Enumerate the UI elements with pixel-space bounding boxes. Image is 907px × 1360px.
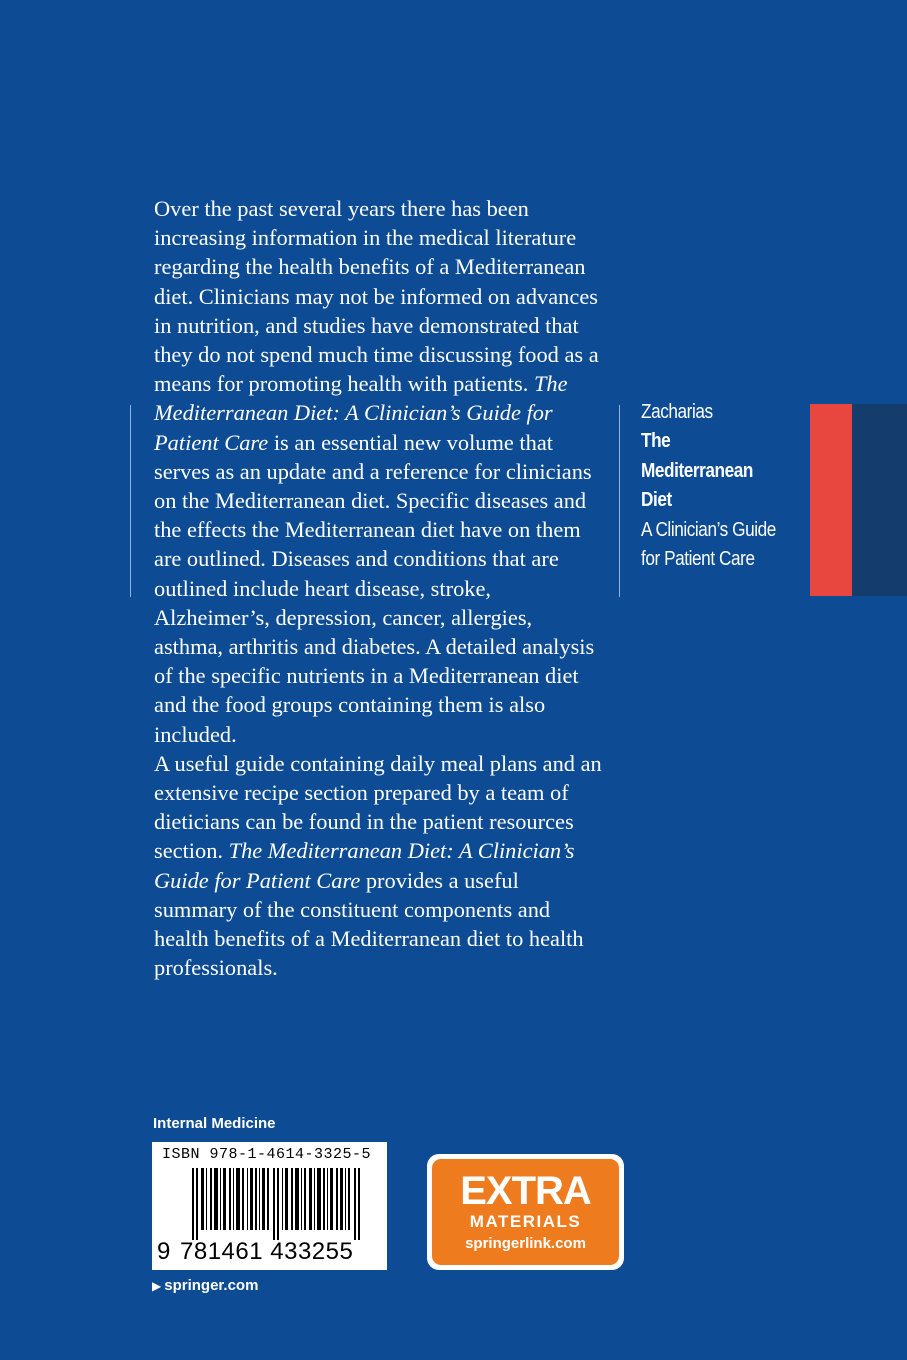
blurb-text-4: provides a useful summary of the constituent components and health benefits of a Mediterranean diet to health professionals. bbox=[154, 867, 584, 981]
springerlink-url: springerlink.com bbox=[465, 1235, 586, 1252]
extra-materials-badge-inner bbox=[432, 1159, 619, 1265]
book-title-line-1: The bbox=[641, 430, 671, 453]
book-subtitle-line-1: A Clinician’s Guide bbox=[641, 518, 776, 541]
spine-info bbox=[641, 398, 783, 574]
back-cover-blurb bbox=[154, 194, 602, 982]
blurb-text-1: Over the past several years there has been increasing information in the medical literature regarding the health benefits of a Mediterranean diet. Clinicians may not be informed on advances in nutrition, and studies have demonstrated that they do not spend much time discussing food as a means for promoting health with patients. bbox=[154, 196, 599, 397]
barcode-bars bbox=[192, 1168, 362, 1240]
publisher-website[interactable] bbox=[152, 1277, 258, 1294]
blurb-book-title-1: The Mediterranean Diet: A Clinician’s Guide for Patient Care bbox=[154, 371, 568, 455]
divider-line-right bbox=[619, 405, 620, 597]
divider-line-left bbox=[130, 405, 131, 597]
ean-first-digit: 9 bbox=[157, 1238, 171, 1265]
blurb-book-title-2: The Mediterranean Diet: A Clinician’s Guide for Patient Care bbox=[154, 838, 575, 893]
author-name: Zacharias bbox=[641, 401, 713, 423]
triangle-right-icon: ▶ bbox=[152, 1279, 162, 1293]
blurb-text-3: A useful guide containing daily meal plans and an extensive recipe section prepared by a team of dieticians can be found in the patient resources section. bbox=[154, 750, 602, 864]
ean-digits: 781461 433255 bbox=[180, 1238, 354, 1265]
subject-category: Internal Medicine bbox=[153, 1115, 276, 1132]
accent-bar-red bbox=[810, 404, 852, 596]
blurb-text-2: is an essential new volume that serves as an update and a reference for clinicians on the Mediterranean diet. Specific diseases and the effects the Mediterranean diet have on them are outlined. Diseases and conditions that are outlined include heart disease, stroke, Alzheimer’s, depression, cancer, allergies, asthma, arthritis and diabetes. A detailed analysis of the specific nutrients in a Mediterranean diet and the food groups containing them is also included. bbox=[154, 429, 595, 747]
book-subtitle-line-2: for Patient Care bbox=[641, 548, 755, 571]
publisher-website-label: springer.com bbox=[164, 1277, 259, 1294]
isbn-label: ISBN 978-1-4614-3325-5 bbox=[162, 1146, 372, 1163]
isbn-barcode bbox=[152, 1142, 387, 1270]
extra-label: EXTRA bbox=[460, 1169, 591, 1213]
book-title-line-3: Diet bbox=[641, 489, 672, 512]
extra-materials-badge[interactable] bbox=[427, 1154, 624, 1270]
book-title-line-2: Mediterranean bbox=[641, 459, 753, 482]
accent-bar-dark bbox=[852, 404, 907, 596]
materials-label: MATERIALS bbox=[469, 1212, 582, 1231]
